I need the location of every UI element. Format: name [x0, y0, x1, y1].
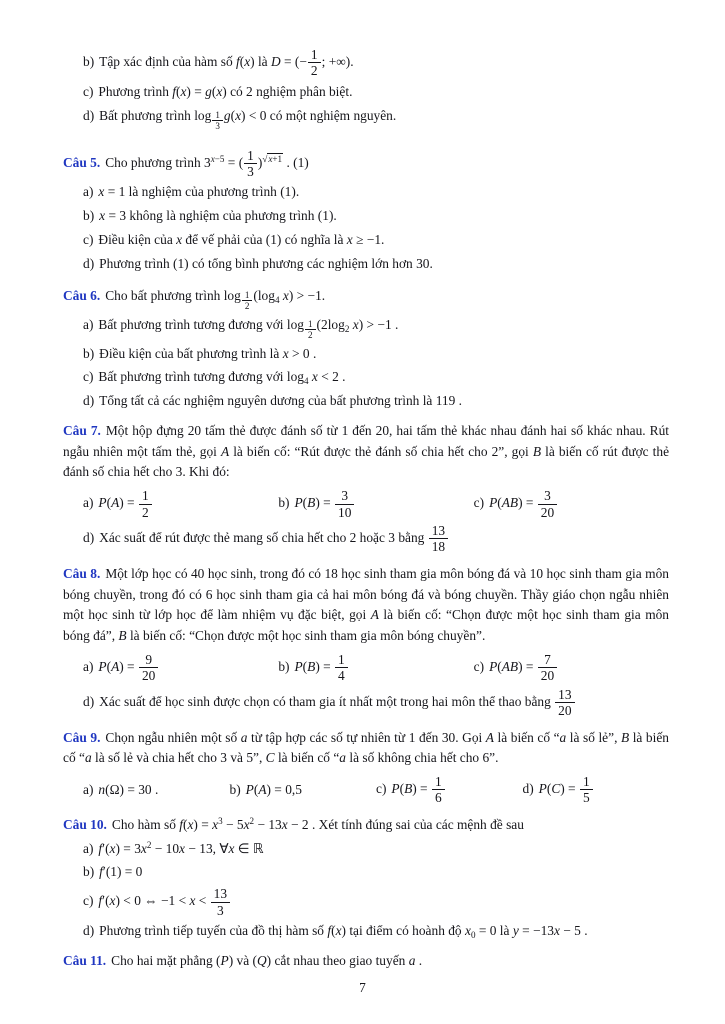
question-6-items	[63, 315, 669, 412]
question-10-items	[63, 839, 669, 942]
option-label: d)	[522, 781, 534, 797]
question-5-item-c	[83, 230, 669, 251]
item-label: d)	[83, 393, 95, 409]
item-text: x = 3 không là nghiệm của phương trình (1).	[99, 208, 337, 224]
item-text: f′(x) < 0 ⇔ −1 < x < $\frac{13}{3}$	[98, 893, 231, 908]
question-11-statement	[63, 951, 669, 972]
option-text: P(A) = $\frac{9}{20}$	[98, 659, 159, 674]
item-label: d)	[83, 693, 95, 709]
question-7-option-a	[83, 488, 278, 520]
question-10	[63, 815, 669, 942]
question-11	[63, 951, 669, 972]
question-8-option-c	[474, 652, 669, 684]
question-10-item-d	[83, 921, 669, 942]
option-text: P(A) = 0,5	[245, 781, 302, 797]
question-5-item-a	[83, 182, 669, 203]
item-text: f′(1) = 0	[99, 864, 143, 880]
page-number: 7	[359, 980, 366, 996]
question-7-option-b	[278, 488, 473, 520]
question-9-option-c	[376, 774, 523, 806]
question-9-number: Câu 9.	[63, 729, 101, 745]
statement-item-b	[83, 47, 669, 79]
item-text: Phương trình tiếp tuyến của đồ thị hàm số f(x) tại điểm có hoành độ $x_0 = 0$ là y = −13x − 5 .	[99, 923, 588, 941]
question-10-item-b	[83, 862, 669, 883]
item-label: c)	[83, 369, 94, 385]
question-6-item-c	[83, 367, 669, 388]
question-9-option-a	[83, 780, 230, 801]
question-8-statement	[63, 564, 669, 647]
item-label: c)	[83, 893, 94, 909]
question-5-items	[63, 182, 669, 274]
item-text: x = 1 là nghiệm của phương trình (1).	[98, 184, 300, 200]
previous-question-items	[63, 47, 669, 132]
question-5-number: Câu 5.	[63, 154, 101, 170]
question-5-item-d	[83, 254, 669, 275]
question-6-item-d	[83, 391, 669, 412]
item-label: b)	[83, 208, 95, 224]
option-text: P(A) = $\frac{1}{2}$	[98, 495, 152, 510]
question-8-item-d	[83, 687, 669, 719]
question-10-text: Cho hàm số $f(x) = x^3 - 5x^2 - 13x - 2$ . Xét tính đúng sai của các mệnh đề sau	[111, 815, 524, 832]
item-label: b)	[83, 53, 95, 69]
item-text: $f'(x) = 3x^2 - 10x - 13$, ∀x ∈ ℝ	[98, 839, 264, 856]
item-label: a)	[83, 316, 94, 332]
item-label: c)	[83, 83, 94, 99]
question-8-options-row	[83, 652, 669, 684]
item-text: Phương trình (1) có tổng bình phương các nghiệm lớn hơn 30.	[99, 255, 433, 271]
option-text: P(AB) = $\frac{3}{20}$	[489, 495, 558, 510]
question-6-statement	[63, 286, 669, 312]
item-label: a)	[83, 184, 94, 200]
question-5-statement	[63, 148, 669, 180]
question-6-item-b	[83, 344, 669, 365]
option-label: b)	[229, 781, 241, 797]
option-label: a)	[83, 658, 94, 674]
question-6	[63, 286, 669, 412]
question-6-number: Câu 6.	[63, 287, 101, 303]
statement-item-c	[83, 82, 669, 103]
item-text: Bất phương trình tương đương với log $_{\frac{1}{2}}$ ($2\log_2$ x) > −1 .	[98, 316, 399, 341]
item-text: Phương trình f(x) = g(x) có 2 nghiệm phân biệt.	[98, 83, 353, 99]
question-5	[63, 148, 669, 275]
option-text: P(B) = $\frac{3}{10}$	[294, 495, 355, 510]
option-label: c)	[473, 495, 485, 511]
item-text: Xác suất để học sinh được chọn có tham gia ít nhất một trong hai môn thể thao bằng $\frac{13}{20}$	[99, 694, 575, 709]
item-label: d)	[83, 923, 95, 938]
option-text: P(AB) = $\frac{7}{20}$	[489, 659, 558, 674]
question-9-text: Chọn ngẫu nhiên một số a từ tập hợp các số tự nhiên từ 1 đến 30. Gọi A là biến cố “a là số lẻ”, B là biến cố “a là số lẻ và chia hết cho 3 và 5”, C là biến cố “a là số không chia hết cho 6”.	[63, 729, 669, 766]
question-7-statement	[63, 421, 669, 483]
question-7-item-d	[83, 523, 669, 555]
question-9-statement	[63, 728, 669, 770]
question-5-item-b	[83, 206, 669, 227]
item-label: d)	[83, 530, 95, 546]
question-10-item-a	[83, 839, 669, 860]
question-8-option-a	[83, 652, 278, 684]
question-5-text: Cho phương trình $3^{x-5}$ = ( $\frac{1}{3}$ )$^{√x+1}$ . (1)	[105, 147, 309, 180]
option-text: P(B) = $\frac{1}{6}$	[391, 781, 445, 796]
option-label: a)	[83, 781, 94, 797]
option-label: c)	[376, 781, 387, 797]
question-6-item-a	[83, 315, 669, 341]
question-9-options-row	[83, 774, 669, 806]
question-8-text: Một lớp học có 40 học sinh, trong đó có 18 học sinh tham gia môn bóng đá và 10 học sinh tham gia môn bóng chuyền, trong đó có 6 học sinh tham gia cả hai môn bóng đá và bóng chuyền. Thầy giáo chọn ngẫu nhiên một học sinh từ lớp học để làm nhiệm vụ đặc biệt, gọi A là biến cố: “Chọn được một học sinh tham gia môn bóng đá”, B là biến cố: “Chọn được một học sinh tham gia môn bóng chuyền”.	[63, 565, 669, 644]
question-9-option-b	[230, 780, 377, 801]
item-label: d)	[83, 107, 95, 123]
item-label: c)	[83, 231, 94, 247]
statement-item-d	[83, 106, 669, 132]
question-10-item-c	[83, 886, 669, 918]
item-label: b)	[83, 864, 95, 880]
option-text: P(C) = $\frac{1}{5}$	[539, 781, 594, 796]
option-label: b)	[278, 658, 290, 674]
item-text: Bất phương trình log $_{\frac{1}{3}}$ g(x) < 0 có một nghiệm nguyên.	[99, 107, 397, 132]
item-text: Điều kiện của bất phương trình là x > 0 .	[99, 345, 317, 361]
question-7-option-c	[474, 488, 669, 520]
question-9	[63, 728, 669, 806]
item-label: b)	[83, 345, 95, 361]
question-8	[63, 564, 669, 719]
question-8-number: Câu 8.	[63, 565, 101, 581]
question-7-text: Một hộp đựng 20 tấm thẻ được đánh số từ 1 đến 20, hai tấm thẻ khác nhau đánh hai số khác nhau. Rút ngẫu nhiên một tấm thẻ, gọi A là biến cố: “Rút được thẻ đánh số chia hết cho 2”, gọi B là biến cố rút được thẻ đánh số chia hết cho 3. Khi đó:	[63, 422, 670, 480]
question-10-statement	[63, 815, 669, 836]
question-6-text: Cho bất phương trình log $_{\frac{1}{2}}$ ($\log_4$ x) > −1.	[105, 287, 326, 312]
question-11-number: Câu 11.	[63, 952, 107, 968]
item-text: Xác suất để rút được thẻ mang số chia hết cho 2 hoặc 3 bằng $\frac{13}{18}$	[99, 530, 449, 545]
item-text: Điều kiện của x để vế phải của (1) có nghĩa là x ≥ −1.	[98, 231, 385, 247]
question-9-option-d	[523, 774, 670, 806]
option-label: b)	[278, 495, 290, 511]
question-7	[63, 421, 669, 555]
item-text: Tổng tất cả các nghiệm nguyên dương của bất phương trình là 119 .	[99, 393, 463, 409]
question-11-text: Cho hai mặt phẳng (P) và (Q) cắt nhau theo giao tuyến a .	[111, 952, 423, 968]
item-label: d)	[83, 255, 95, 271]
option-label: a)	[83, 495, 94, 511]
option-text: P(B) = $\frac{1}{4}$	[294, 659, 348, 674]
question-10-number: Câu 10.	[63, 816, 107, 832]
item-text: Bất phương trình tương đương với $\log_4 x < 2$ .	[98, 369, 346, 387]
option-label: c)	[473, 658, 485, 674]
question-8-option-b	[278, 652, 473, 684]
item-text: Tập xác định của hàm số f(x) là D = (− $\frac{1}{2}$ ; +∞).	[99, 47, 354, 79]
question-7-number: Câu 7.	[63, 422, 101, 438]
item-label: a)	[83, 840, 94, 856]
question-7-options-row	[83, 488, 669, 520]
option-text: n(Ω) = 30 .	[98, 781, 159, 797]
